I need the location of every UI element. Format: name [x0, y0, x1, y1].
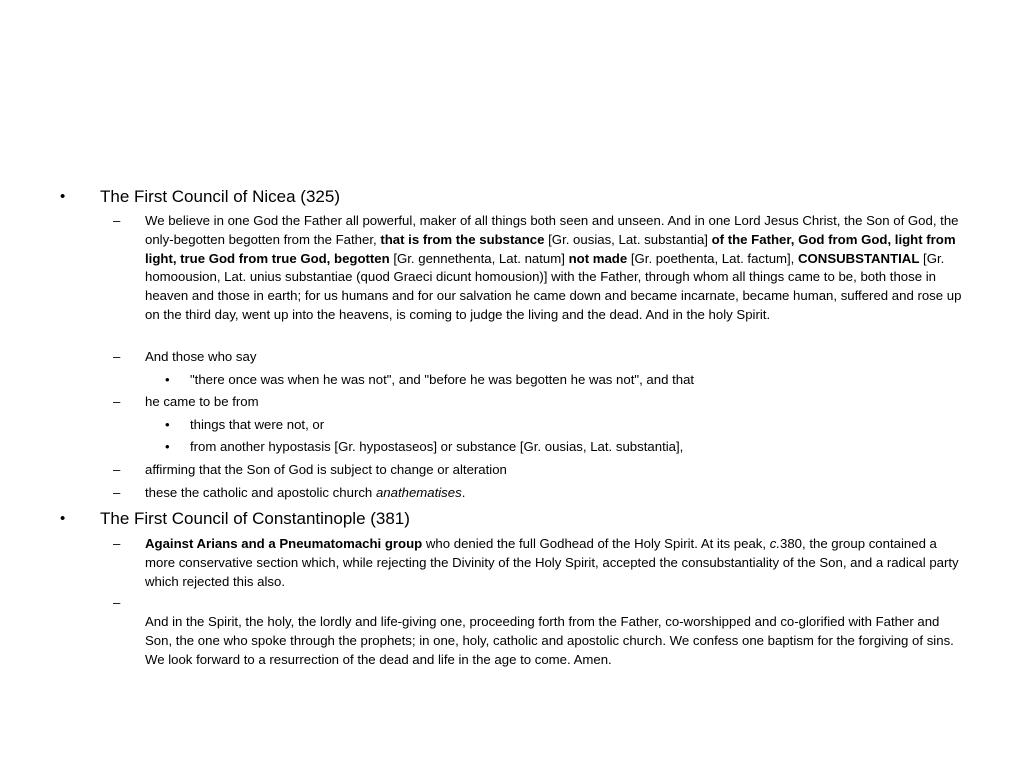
- dash-icon: –: [113, 213, 121, 228]
- quote-item: [165, 371, 970, 390]
- creed-part: [Gr. ousias, Lat. substantia]: [544, 231, 712, 247]
- creed-bold: of the Father, God from God, light from light, true God from true God, begotten: [145, 231, 956, 266]
- item-text: .: [461, 485, 466, 500]
- dot-icon: •: [165, 372, 170, 387]
- item-italic: anathematises: [375, 485, 462, 500]
- item-text: "there once was when he was not", and "before he was begotten he was not", and that: [190, 372, 695, 387]
- creed-part: [Gr. poethenta, Lat. factum],: [627, 250, 799, 266]
- dot-icon: •: [165, 417, 170, 432]
- constantinople-creed-text: [145, 613, 970, 669]
- item-text: from another hypostasis [Gr. hypostaseos] or substance [Gr. ousias, Lat. substantia],: [190, 439, 684, 454]
- creed-bold: not made: [568, 250, 628, 266]
- heading-text: The First Council of Constantinople (381): [100, 509, 410, 528]
- dash-icon: –: [113, 349, 121, 364]
- creed-part: [Gr. gennethenta, Lat. natum]: [389, 250, 569, 266]
- item-text: who denied the full Godhead of the Holy Spirit. At its peak,: [422, 536, 770, 551]
- item-text: And in the Spirit, the holy, the lordly and life-giving one, proceeding forth from the Father, co-worshipped and co-glorified with Father and Son, the one who spoke through the prophets; in one, holy, catholic and apostolic church. We confess one baptism for the forgiving of sins. We look forward to a resurrection of the dead and life in the age to come. Amen.: [145, 614, 954, 667]
- those-who-say-item: [113, 348, 970, 367]
- dash-icon: –: [113, 394, 121, 409]
- dash-icon: –: [113, 485, 121, 500]
- item-text: affirming that the Son of God is subject to change or alteration: [145, 462, 507, 477]
- item-bold: Against Arians and a Pneumatomachi group: [145, 536, 423, 551]
- creed-part: [Gr. homoousion, Lat. unius substantiae (quod Graeci dicunt homousion)] with the Father, through whom all things came to be, both those in heaven and those in earth; for us humans and for our salvation he came down and became incarnate, became human, suffered and rose up on the third day, went up into the heavens, is coming to judge the living and the dead. And in the holy Spirit.: [145, 250, 962, 322]
- things-not-item: [165, 416, 970, 435]
- against-arians-item: [113, 535, 970, 591]
- bullet-icon: •: [60, 510, 66, 527]
- affirming-item: [113, 461, 970, 480]
- section-nicea-heading: [60, 186, 970, 208]
- dash-icon: –: [113, 462, 121, 477]
- section-constantinople-heading: [60, 508, 970, 530]
- creed-bold: CONSUBSTANTIAL: [798, 250, 920, 266]
- dash-icon: –: [113, 595, 121, 610]
- nicene-creed-text: [113, 212, 970, 325]
- creed-part: We believe in one God the Father all powerful, maker of all things both seen and unseen. And in one Lord Jesus Christ, the Son of God, the only-begotten begotten from the Father,: [145, 213, 959, 247]
- item-text: things that were not, or: [190, 417, 325, 432]
- item-text: he came to be from: [145, 394, 259, 409]
- creed-bold: that is from the substance: [380, 231, 545, 247]
- hypostasis-item: [165, 438, 970, 457]
- item-text: these the catholic and apostolic church: [145, 485, 376, 500]
- bullet-icon: •: [60, 188, 66, 205]
- came-from-item: [113, 393, 970, 412]
- heading-text: The First Council of Nicea (325): [100, 187, 340, 206]
- item-text: 380, the group contained a more conservative section which, while rejecting the Divinity of the Holy Spirit, accepted the consubstantiality of the Son, and a radical party which rejected this also.: [145, 536, 959, 589]
- dot-icon: •: [165, 439, 170, 454]
- anathematises-item: [113, 484, 970, 503]
- item-italic: c.: [769, 536, 780, 551]
- item-text: And those who say: [145, 349, 257, 364]
- dash-icon: –: [113, 536, 121, 551]
